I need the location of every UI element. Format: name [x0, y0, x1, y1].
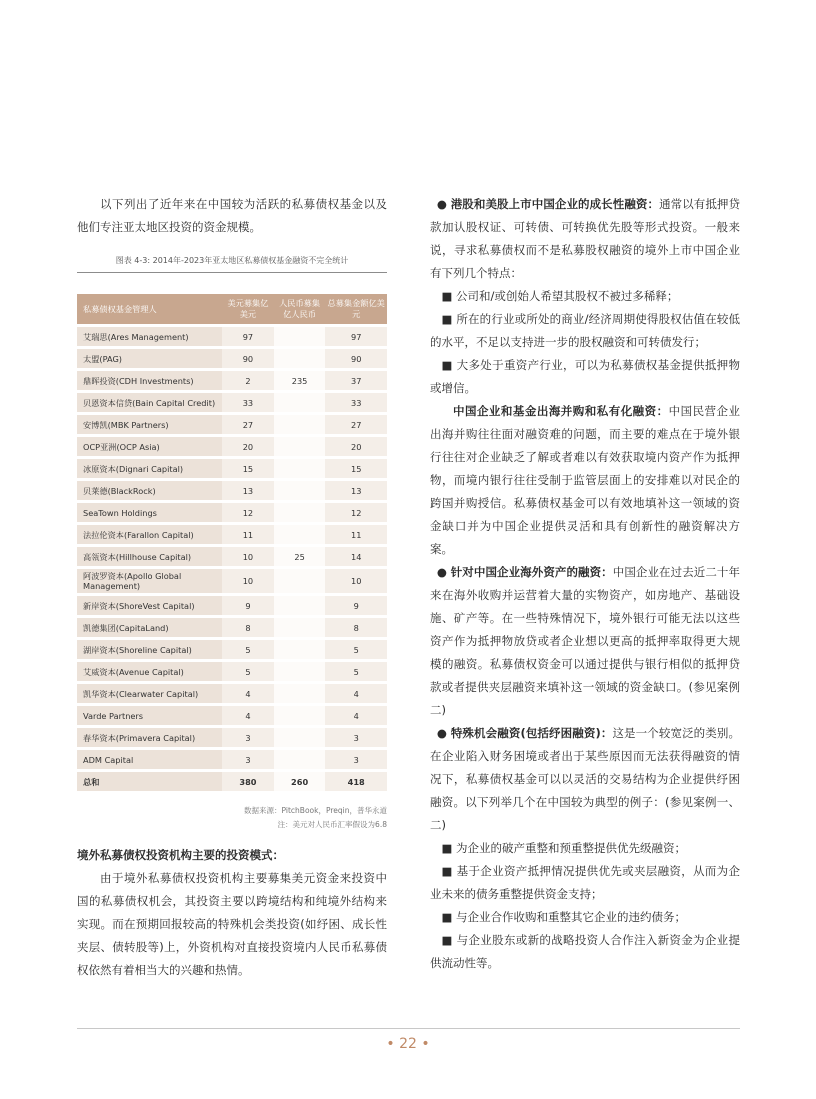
table-row — [77, 728, 387, 747]
cell-usd: 10 — [222, 569, 274, 593]
cell-usd: 3 — [222, 750, 274, 769]
cell-total: 15 — [325, 459, 387, 478]
dot-bullet-icon: ● — [436, 197, 447, 211]
cell-total: 5 — [325, 662, 387, 681]
cell-manager: SeaTown Holdings — [77, 503, 222, 522]
cell-manager: 阿波罗资本(Apollo Global Management) — [77, 569, 222, 593]
cell-rmb — [274, 503, 326, 522]
header-rmb: 人民币募集亿人民币 — [274, 294, 326, 324]
header-manager: 私募债权基金管理人 — [77, 294, 222, 324]
cell-total: 8 — [325, 618, 387, 637]
paragraph-overseas-assets — [430, 561, 740, 722]
cell-manager: 艾瑞思(Ares Management) — [77, 327, 222, 346]
table-row — [77, 327, 387, 346]
paragraph-title: 中国企业和基金出海并购和私有化融资： — [453, 404, 669, 418]
cell-usd: 8 — [222, 618, 274, 637]
list-item: ■ 与企业合作收购和重整其它企业的违约债务； — [441, 910, 687, 924]
cell-total: 10 — [325, 569, 387, 593]
table-row — [77, 684, 387, 703]
cell-total: 4 — [325, 706, 387, 725]
list-item: ■ 基于企业资产抵押情况提供优先或夹层融资，从而为企业未来的债务重整提供资金支持； — [430, 864, 741, 901]
paragraph-title: 港股和美股上市中国企业的成长性融资： — [450, 197, 660, 211]
cell-usd: 97 — [222, 327, 274, 346]
cell-total: 418 — [325, 772, 387, 791]
cell-manager: 鼎晖投资(CDH Investments) — [77, 371, 222, 390]
cell-usd: 90 — [222, 349, 274, 368]
cell-usd: 11 — [222, 525, 274, 544]
cell-rmb — [274, 618, 326, 637]
square-bullet-icon: ■ — [441, 312, 453, 326]
list-item: ■ 为企业的破产重整和预重整提供优先级融资； — [441, 841, 687, 855]
dot-bullet-icon: ● — [436, 565, 447, 579]
table-row — [77, 437, 387, 456]
table-body — [77, 327, 387, 791]
cell-manager: 法拉伦资本(Farallon Capital) — [77, 525, 222, 544]
exchange-rate-note: 注：美元对人民币汇率假设为6.8 — [277, 820, 387, 829]
list-item: ■ 所在的行业或所处的商业/经济周期使得股权估值在较低的水平，不足以支持进一步的股权融资和可转债发行； — [430, 312, 741, 349]
cell-manager: 新岸资本(ShoreVest Capital) — [77, 596, 222, 615]
cell-manager: 凯华资本(Clearwater Capital) — [77, 684, 222, 703]
paragraph-outbound-ma — [430, 400, 740, 561]
cell-manager: 贝莱德(BlackRock) — [77, 481, 222, 500]
cell-manager: 艾威资本(Avenue Capital) — [77, 662, 222, 681]
cell-rmb — [274, 393, 326, 412]
paragraph-title: 针对中国企业海外资产的融资： — [450, 565, 613, 579]
cell-manager: ADM Capital — [77, 750, 222, 769]
cell-rmb — [274, 415, 326, 434]
cell-total: 4 — [325, 684, 387, 703]
square-bullet-icon: ■ — [441, 910, 453, 924]
cell-usd: 5 — [222, 662, 274, 681]
list-item: ■ 大多处于重资产行业，可以为私募债权基金提供抵押物或增信。 — [430, 358, 741, 395]
cell-rmb — [274, 706, 326, 725]
table-total-row — [77, 772, 387, 791]
cell-manager: OCP亚洲(OCP Asia) — [77, 437, 222, 456]
table-row — [77, 481, 387, 500]
paragraph-text: 这是一个较宽泛的类别。在企业陷入财务困境或者出于某些原因而无法获得融资的情况下，私募债权基金可以以灵活的交易结构为企业提供纾困融资。以下列举几个在中国较为典型的例子：(参见案例一、二) — [430, 726, 741, 832]
section-title: 境外私募债权投资机构主要的投资模式： — [77, 848, 284, 862]
table-row — [77, 618, 387, 637]
intro-paragraph: 以下列出了近年来在中国较为活跃的私募债权基金以及他们专注亚太地区投资的资金规模。 — [77, 197, 387, 234]
cell-usd: 12 — [222, 503, 274, 522]
table-row — [77, 640, 387, 659]
cell-usd: 10 — [222, 547, 274, 566]
cell-rmb — [274, 728, 326, 747]
table-header-row — [77, 294, 387, 324]
cell-manager: 冰原资本(Dignari Capital) — [77, 459, 222, 478]
cell-rmb — [274, 750, 326, 769]
cell-usd: 27 — [222, 415, 274, 434]
cell-manager: 湖岸资本(Shoreline Capital) — [77, 640, 222, 659]
cell-rmb — [274, 684, 326, 703]
cell-rmb — [274, 640, 326, 659]
cell-rmb: 25 — [274, 547, 326, 566]
paragraph-text: 通常以有抵押贷款加认股权证、可转债、可转换优先股等形式投资。一般来说，寻求私募债权而不是私募股权融资的境外上市中国企业有下列几个特点： — [430, 197, 741, 280]
paragraph-title: 特殊机会融资(包括纾困融资)： — [450, 726, 613, 740]
table-row — [77, 569, 387, 593]
cell-manager: 春华资本(Primavera Capital) — [77, 728, 222, 747]
cell-manager: 总和 — [77, 772, 222, 791]
page-number: • 22 • — [386, 1036, 430, 1052]
cell-total: 37 — [325, 371, 387, 390]
cell-usd: 4 — [222, 684, 274, 703]
paragraph-text: 中国企业在过去近二十年来在海外收购并运营着大量的实物资产，如房地产、基础设施、矿产等。在一些特殊情况下，境外银行可能无法以这些资产作为抵押物放贷或者企业想以更高的抵押率取得更大规模的融资。私募债权资金可以通过提供与银行相似的抵押贷款或者提供夹层融资来填补这一领域的资金缺口。(参见案例二) — [430, 565, 740, 717]
dot-bullet-icon: ● — [436, 726, 448, 740]
header-usd: 美元募集亿美元 — [222, 294, 274, 324]
section-body: 由于境外私募债权投资机构主要募集美元资金来投资中国的私募债权机会，其投资主要以跨境结构和纯境外结构来实现。而在预期回报较高的特殊机会类投资(如纾困、成长性夹层、债转股等)上，外资机构对直接投资境内人民币私募债权依然有着相当大的兴趣和热情。 — [77, 871, 387, 977]
table-row — [77, 349, 387, 368]
cell-manager: 安博凯(MBK Partners) — [77, 415, 222, 434]
cell-rmb — [274, 596, 326, 615]
table-row — [77, 596, 387, 615]
table-row — [77, 393, 387, 412]
cell-total: 3 — [325, 728, 387, 747]
square-bullet-icon: ■ — [441, 841, 453, 855]
cell-total: 27 — [325, 415, 387, 434]
cell-usd: 20 — [222, 437, 274, 456]
table-row — [77, 503, 387, 522]
square-bullet-icon: ■ — [441, 358, 453, 372]
square-bullet-icon: ■ — [441, 289, 453, 303]
cell-total: 14 — [325, 547, 387, 566]
cell-total: 20 — [325, 437, 387, 456]
table-caption: 图表 4-3: 2014年-2023年亚太地区私募债权基金融资不完全统计 — [77, 255, 387, 273]
cell-total: 5 — [325, 640, 387, 659]
table-row — [77, 706, 387, 725]
cell-rmb — [274, 349, 326, 368]
cell-rmb — [274, 662, 326, 681]
table-row — [77, 371, 387, 390]
cell-usd: 9 — [222, 596, 274, 615]
data-source: 数据来源：PitchBook，Preqin，普华永道 — [244, 806, 387, 815]
cell-usd: 15 — [222, 459, 274, 478]
cell-usd: 13 — [222, 481, 274, 500]
square-bullet-icon: ■ — [441, 933, 453, 947]
cell-total: 90 — [325, 349, 387, 368]
cell-usd: 3 — [222, 728, 274, 747]
footer-divider — [77, 1028, 740, 1029]
paragraph-text: 中国民营企业出海并购往往面对融资难的问题，而主要的难点在于境外银行往往对企业缺乏了解或者难以有效获取境内资产作为抵押物，而境内银行往往受制于监管层面上的安排难以对民企的跨国并购授信。私募债权基金可以有效地填补这一领域的资金缺口并为中国企业提供灵活和具有创新性的融资解决方案。 — [430, 404, 741, 556]
cell-rmb — [274, 459, 326, 478]
cell-usd: 380 — [222, 772, 274, 791]
table-row — [77, 525, 387, 544]
list-item: ■ 公司和/或创始人希望其股权不被过多稀释； — [441, 289, 679, 303]
paragraph-special-situations — [430, 722, 740, 837]
square-bullet-icon: ■ — [441, 864, 453, 878]
cell-rmb: 260 — [274, 772, 326, 791]
list-item: ■ 与企业股东或新的战略投资人合作注入新资金为企业提供流动性等。 — [430, 933, 741, 970]
cell-usd: 5 — [222, 640, 274, 659]
cell-rmb: 235 — [274, 371, 326, 390]
cell-usd: 4 — [222, 706, 274, 725]
cell-total: 12 — [325, 503, 387, 522]
table-row — [77, 750, 387, 769]
cell-manager: 高瓴资本(Hillhouse Capital) — [77, 547, 222, 566]
cell-rmb — [274, 437, 326, 456]
cell-rmb — [274, 481, 326, 500]
cell-manager: 太盟(PAG) — [77, 349, 222, 368]
cell-usd: 33 — [222, 393, 274, 412]
right-column — [430, 193, 740, 975]
cell-rmb — [274, 327, 326, 346]
cell-rmb — [274, 569, 326, 593]
table-row — [77, 459, 387, 478]
cell-total: 3 — [325, 750, 387, 769]
cell-manager: Varde Partners — [77, 706, 222, 725]
cell-total: 13 — [325, 481, 387, 500]
table-row — [77, 662, 387, 681]
header-total: 总募集金额亿美元 — [325, 294, 387, 324]
cell-total: 9 — [325, 596, 387, 615]
cell-total: 33 — [325, 393, 387, 412]
cell-manager: 贝恩资本信贷(Bain Capital Credit) — [77, 393, 222, 412]
paragraph-growth-financing — [430, 193, 740, 285]
fund-table — [77, 291, 387, 794]
cell-manager: 凯德集团(CapitaLand) — [77, 618, 222, 637]
cell-usd: 2 — [222, 371, 274, 390]
table-row — [77, 547, 387, 566]
cell-total: 97 — [325, 327, 387, 346]
cell-rmb — [274, 525, 326, 544]
cell-total: 11 — [325, 525, 387, 544]
source-note — [77, 804, 387, 832]
table-row — [77, 415, 387, 434]
left-column — [77, 193, 387, 982]
